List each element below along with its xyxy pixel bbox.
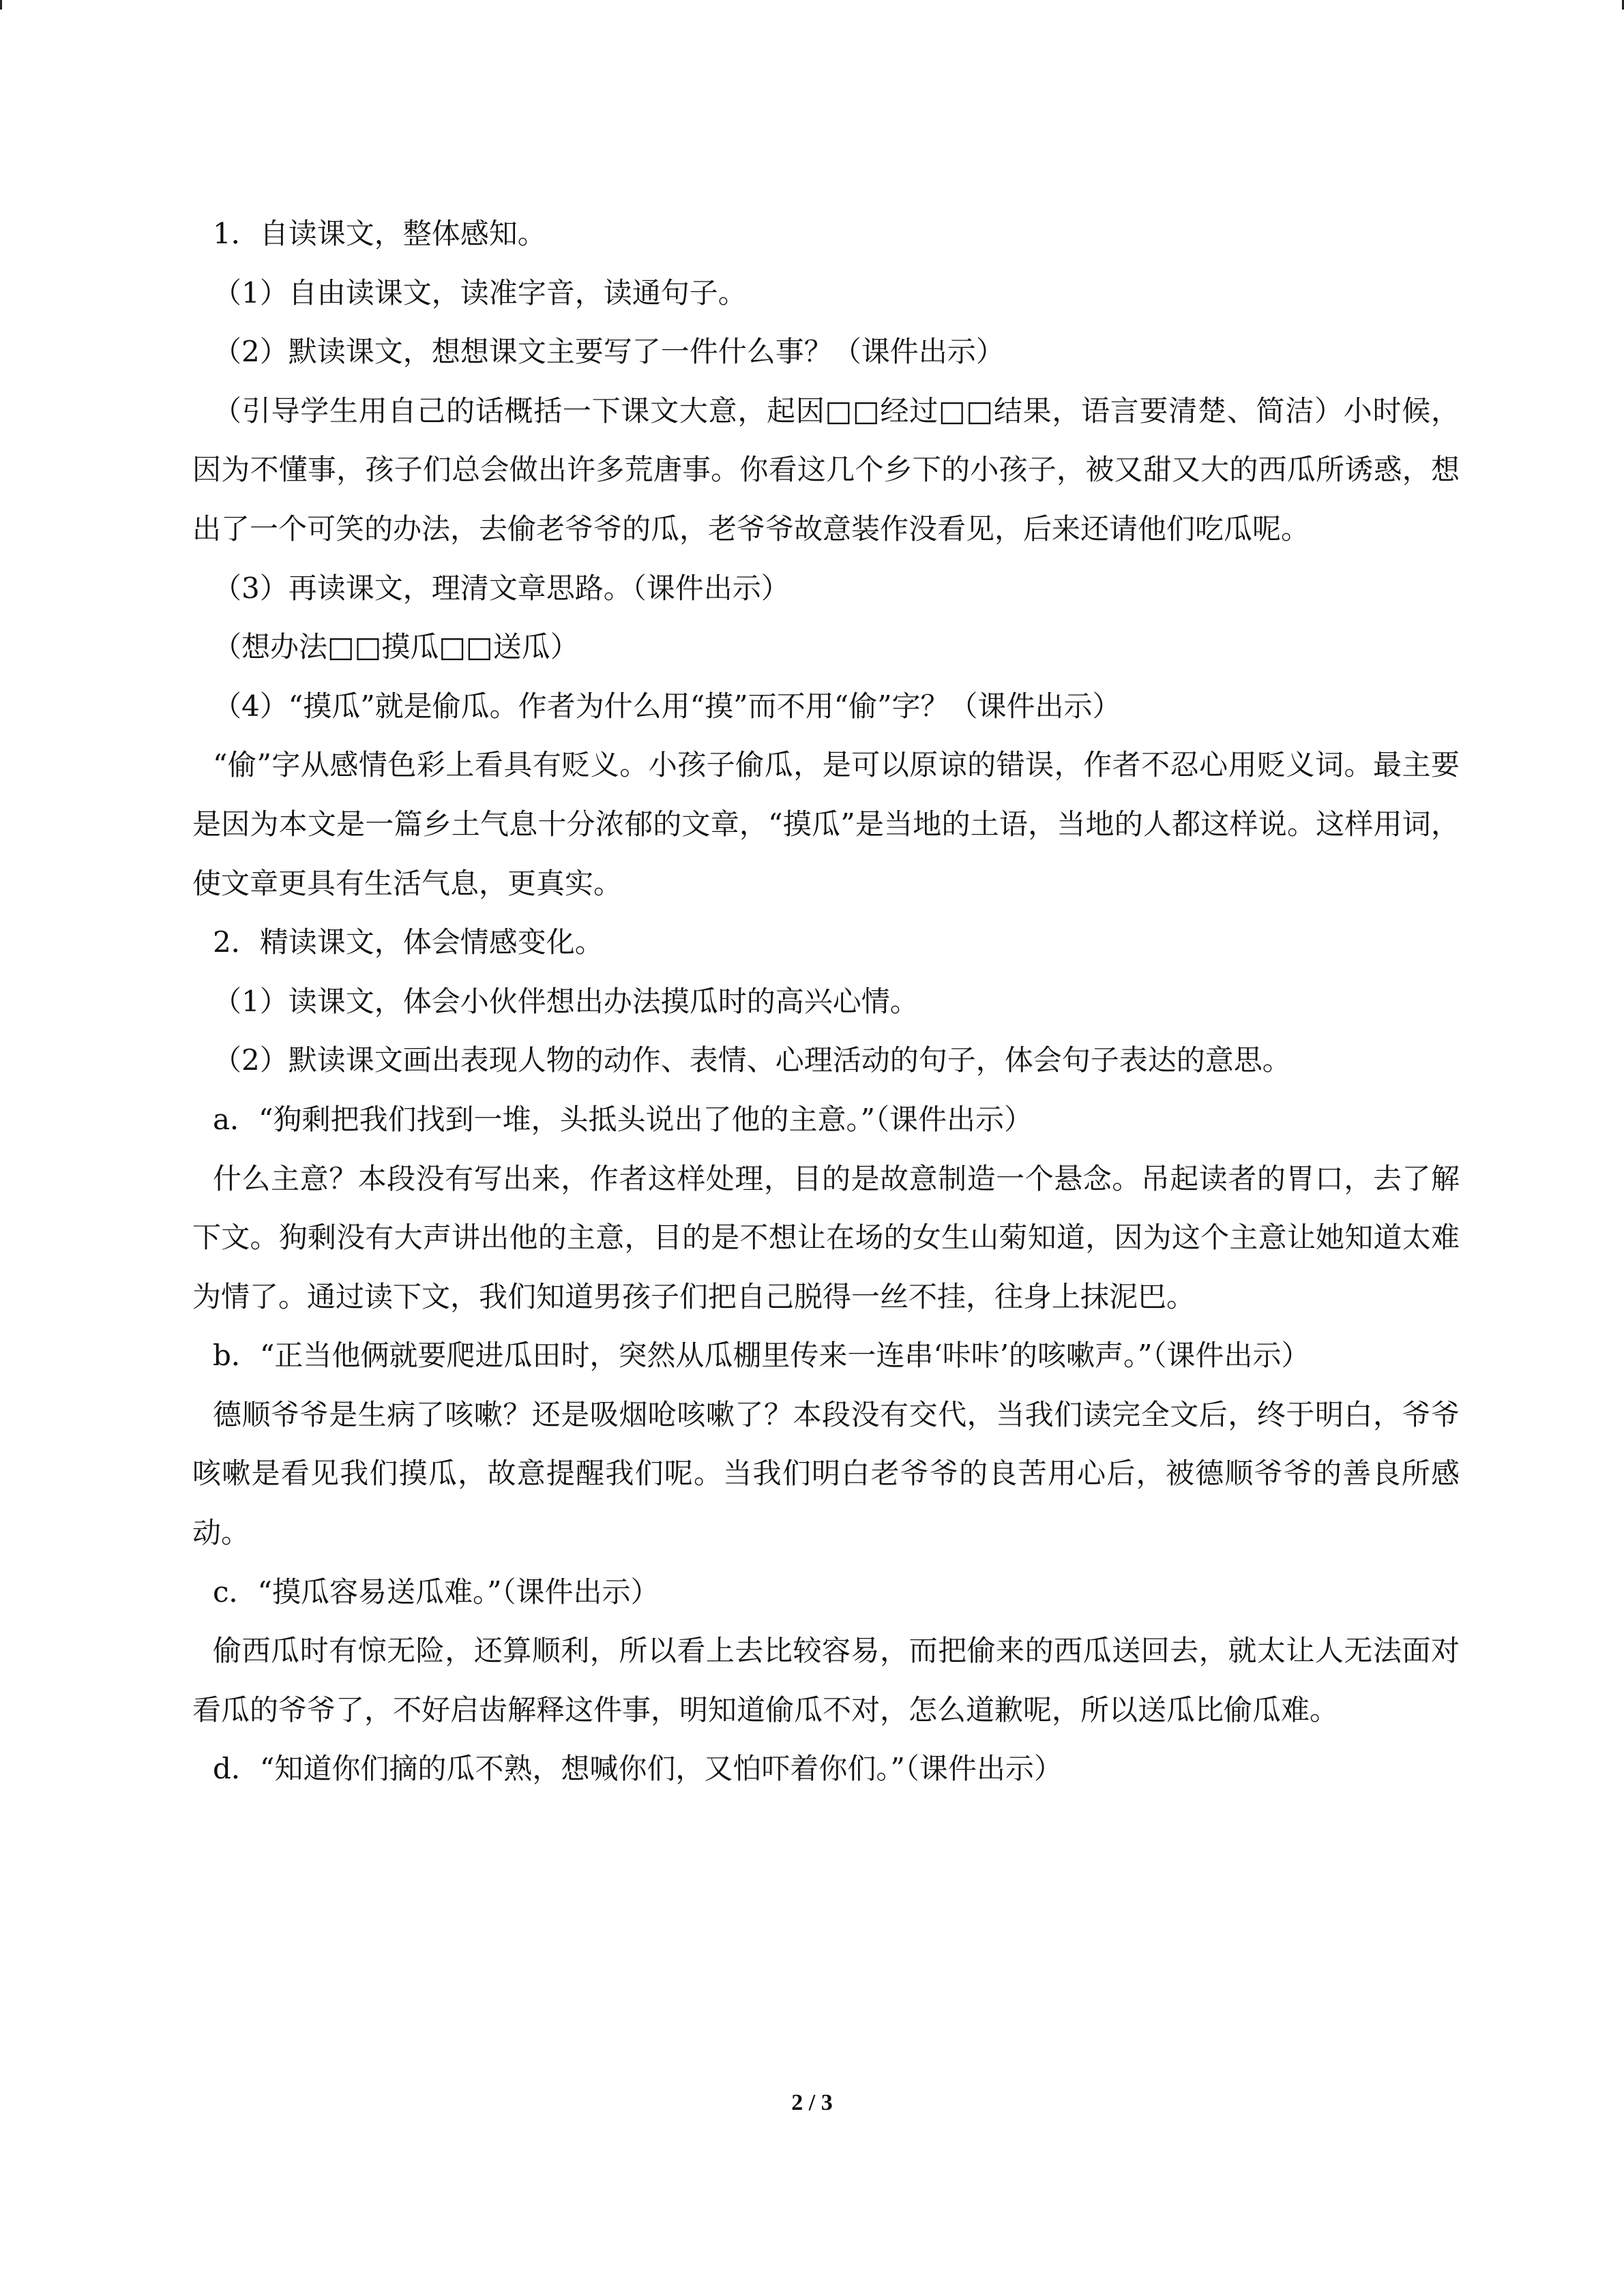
document-body [192,205,1460,1799]
paragraph-7: （4）“摸瓜”就是偷瓜。作者为什么用“摸”而不用“偷”字？（课件出示） [213,689,1121,723]
paragraph-4: （引导学生用自己的话概括一下课文大意，起因□□经过□□结果，语言要清楚、简洁）小时候，因为不懂事，孩子们总会做出许多荒唐事。你看这几个乡下的小孩子，被又甜又大的西瓜所诱惑，想出了一个可笑的办法，去偷老爷爷的瓜，老爷爷故意装作没看见，后来还请他们吃瓜呢。 [192,393,1460,546]
paragraph-6: （想办法□□摸瓜□□送瓜） [213,630,579,664]
paragraph-13: 什么主意？本段没有写出来，作者这样处理，目的是故意制造一个悬念。吊起读者的胃口，去了解下文。狗剩没有大声讲出他的主意，目的是不想让在场的女生山菊知道，因为这个主意让她知道太难为情了。通过读下文，我们知道男孩子们把自己脱得一丝不挂，往身上抹泥巴。 [192,1161,1460,1313]
paragraph-14: b．“正当他俩就要爬进瓜田时，突然从瓜棚里传来一连串‘咔咔’的咳嗽声。”（课件出示） [213,1339,1310,1373]
paragraph-2: （1）自由读课文，读准字音，读通句子。 [213,275,747,310]
crop-mark-left [0,0,2,10]
paragraph-9: 2．精读课文，体会情感变化。 [213,925,604,959]
paragraph-3: （2）默读课文，想想课文主要写了一件什么事？（课件出示） [213,335,1005,369]
paragraph-10: （1）读课文，体会小伙伴想出办法摸瓜时的高兴心情。 [213,984,919,1018]
paragraph-17: 偷西瓜时有惊无险，还算顺利，所以看上去比较容易，而把偷来的西瓜送回去，就太让人无法面对看瓜的爷爷了，不好启齿解释这件事，明知道偷瓜不对，怎么道歉呢，所以送瓜比偷瓜难。 [192,1634,1460,1727]
page-number: 2 / 3 [791,2090,833,2115]
paragraph-12: a．“狗剩把我们找到一堆，头抵头说出了他的主意。”（课件出示） [213,1102,1033,1136]
paragraph-18: d．“知道你们摘的瓜不熟，想喊你们，又怕吓着你们。”（课件出示） [213,1752,1063,1786]
paragraph-8: “偷”字从感情色彩上看具有贬义。小孩子偷瓜，是可以原谅的错误，作者不忍心用贬义词。最主要是因为本文是一篇乡土气息十分浓郁的文章，“摸瓜”是当地的土语，当地的人都这样说。这样用词，使文章更具有生活气息，更真实。 [192,748,1460,900]
paragraph-1: 1．自读课文，整体感知。 [213,217,546,250]
paragraph-5: （3）再读课文，理清文章思路。（课件出示） [213,571,790,605]
paragraph-16: c．“摸瓜容易送瓜难。”（课件出示） [213,1575,660,1609]
paragraph-15: 德顺爷爷是生病了咳嗽？还是吸烟呛咳嗽了？本段没有交代，当我们读完全文后，终于明白，爷爷咳嗽是看见我们摸瓜，故意提醒我们呢。当我们明白老爷爷的良苦用心后，被德顺爷爷的善良所感动。 [192,1397,1460,1550]
paragraph-11: （2）默读课文画出表现人物的动作、表情、心理活动的句子，体会句子表达的意思。 [213,1043,1291,1077]
